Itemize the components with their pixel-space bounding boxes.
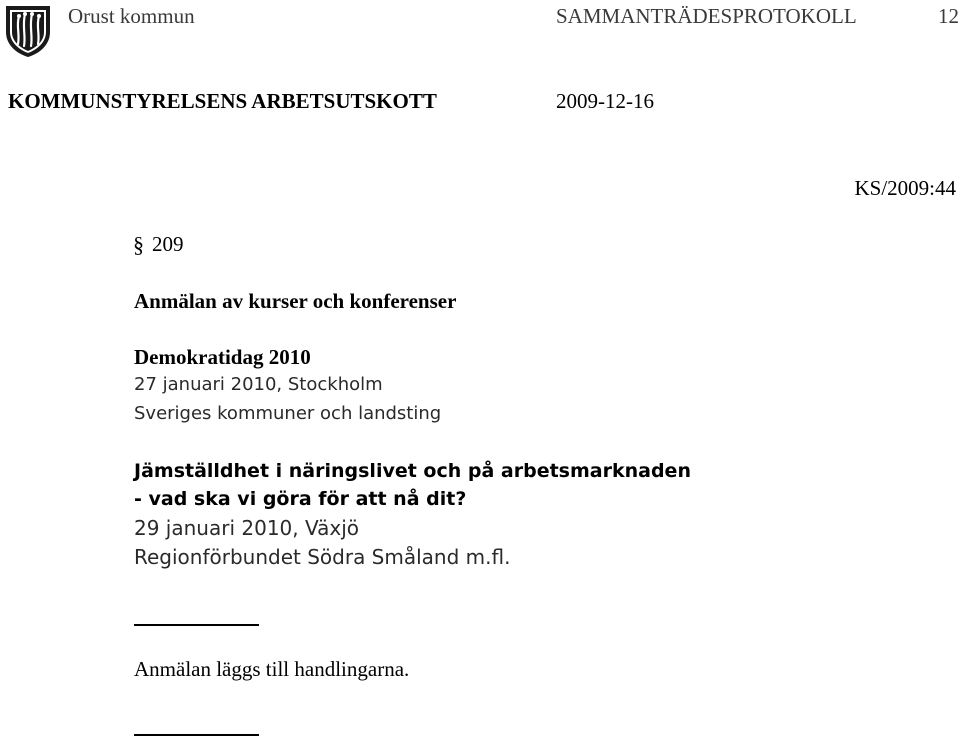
event-date-place: 27 januari 2010, Stockholm — [134, 374, 383, 395]
page-number: 12 — [938, 4, 959, 28]
meeting-date: 2009-12-16 — [556, 89, 654, 113]
event-organizer: Sveriges kommuner och landsting — [134, 403, 442, 424]
decision-text: Anmälan läggs till handlingarna. — [134, 657, 410, 681]
subject-title: Anmälan av kurser och konferenser — [134, 289, 457, 313]
section-sign: § — [133, 232, 144, 257]
event-organizer: Regionförbundet Södra Småland m.fl. — [134, 545, 511, 569]
event-title-continued: - vad ska vi göra för att nå dit? — [134, 488, 467, 510]
section-number: 209 — [152, 232, 184, 256]
municipal-crest-icon — [4, 4, 52, 58]
event-title: Demokratidag 2010 — [134, 345, 311, 369]
separator-line — [134, 624, 259, 626]
event-date-place: 29 januari 2010, Växjö — [134, 516, 359, 540]
committee-name: KOMMUNSTYRELSENS ARBETSUTSKOTT — [8, 89, 437, 113]
case-number: KS/2009:44 — [854, 176, 956, 200]
separator-line — [134, 734, 259, 736]
event-title: Jämställdhet i näringslivet och på arbetsmarknaden — [134, 460, 691, 482]
municipality-name: Orust kommun — [68, 4, 195, 28]
protocol-title: SAMMANTRÄDESPROTOKOLL — [556, 4, 857, 28]
